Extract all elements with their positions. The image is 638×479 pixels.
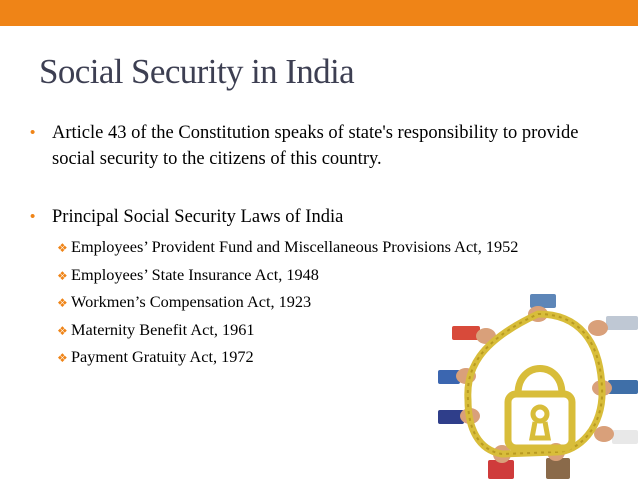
bullet-text: Article 43 of the Constitution speaks of state's responsibility to provide social security to the citizens of this country.: [52, 123, 579, 169]
list-item: [57, 262, 577, 290]
bullet-principal-laws: [30, 204, 600, 230]
bullet-text: Principal Social Security Laws of India: [52, 207, 344, 227]
law-text: Employees’ State Insurance Act, 1948: [71, 264, 319, 284]
slide-title: Social Security in India: [39, 52, 355, 91]
diamond-bullet-icon: ❖: [57, 241, 68, 255]
diamond-bullet-icon: ❖: [57, 268, 68, 283]
padlock-shackle: [518, 369, 562, 395]
bullet-article-43: [30, 120, 600, 172]
law-text: Maternity Benefit Act, 1961: [71, 319, 255, 339]
diamond-bullet-icon: ❖: [57, 323, 68, 338]
top-accent-bar: [0, 0, 638, 26]
bullet-icon: •: [30, 124, 36, 141]
diamond-bullet-icon: ❖: [57, 296, 68, 311]
bullet-icon: •: [30, 208, 36, 225]
hands-rope-padlock-illustration: [438, 290, 638, 479]
diamond-bullet-icon: ❖: [57, 351, 68, 366]
law-text: Workmen’s Compensation Act, 1923: [71, 292, 312, 312]
list-item: [57, 234, 577, 262]
keyhole-icon: [532, 407, 548, 438]
law-text: Payment Gratuity Act, 1972: [71, 347, 254, 367]
law-text: Employees’ Provident Fund and Miscellaneous Provisions Act, 1952: [71, 237, 519, 256]
